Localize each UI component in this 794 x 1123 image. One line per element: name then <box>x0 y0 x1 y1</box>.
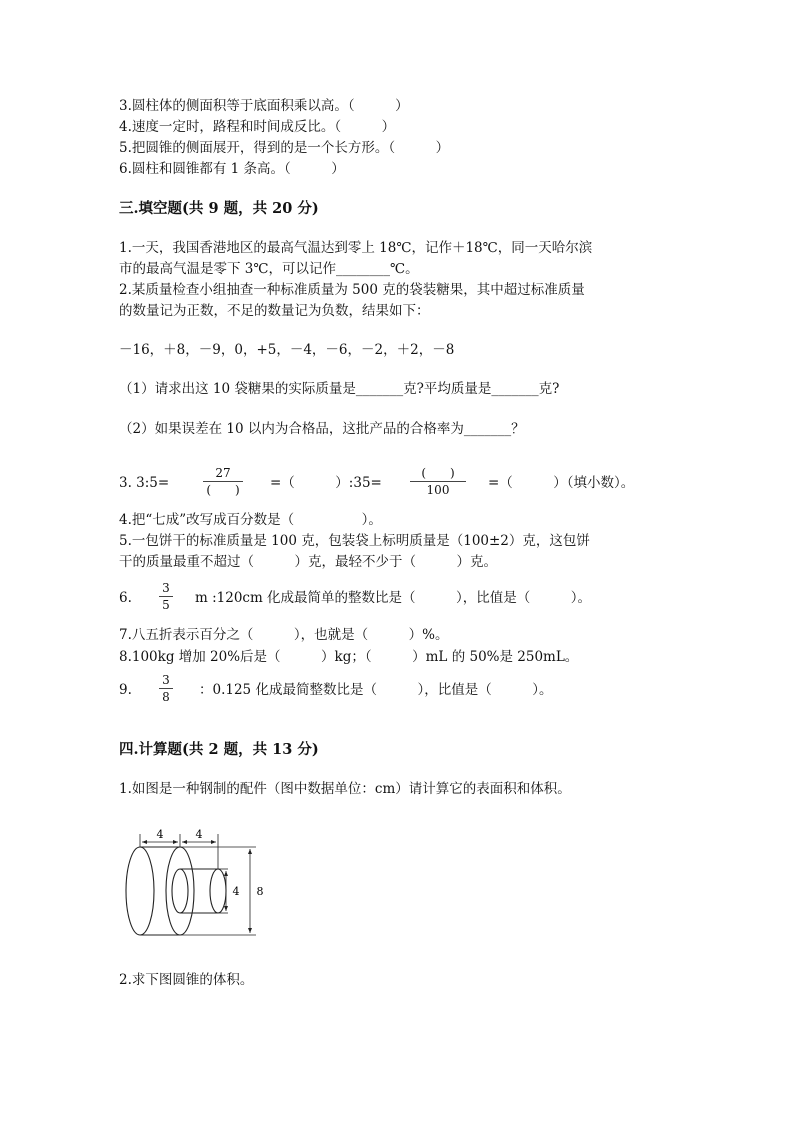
judge-q4: 4.速度一定时，路程和时间成反比。（ ） <box>119 119 396 135</box>
dimension-label-inner: 4 <box>232 885 240 898</box>
calc-q1: 1.如图是一种钢制的配件（图中数据单位：cm）请计算它的表面积和体积。 <box>119 781 571 797</box>
fraction-bar <box>159 688 173 689</box>
fill-q9-fraction <box>159 673 173 704</box>
fill-q9-lead: 9. <box>119 682 132 698</box>
fill-q7: 7.八五折表示百分之（ ），也就是（ ）%。 <box>119 627 449 643</box>
calc-q2: 2.求下图圆锥的体积。 <box>119 972 254 988</box>
fill-q9-tail: ：0.125 化成最简整数比是（ ），比值是（ ）。 <box>199 682 553 698</box>
outer-cylinder-right-face <box>166 847 194 935</box>
fill-q6-lead: 6. <box>119 590 132 606</box>
fill-q3-mid: =（ ）:35= <box>270 475 382 491</box>
section4-title: 四.计算题(共 2 题，共 13 分) <box>119 741 319 758</box>
fill-q5-line1: 5.一包饼干的标准质量是 100 克，包装袋上标明质量是（100±2）克，这包饼 <box>119 533 590 549</box>
judge-q5: 5.把圆锥的侧面展开，得到的是一个长方形。（ ） <box>119 140 450 156</box>
fill-q3-fraction-2 <box>410 466 466 497</box>
fill-q2-sub1: （1）请求出这 10 袋糖果的实际质量是_______克?平均质量是_______克? <box>119 381 560 397</box>
fill-q1-line2: 市的最高气温是零下 3℃，可以记作________℃。 <box>119 261 419 277</box>
fraction-numerator: ( ) <box>421 466 455 480</box>
dimension-label-outer: 8 <box>256 885 264 898</box>
fill-q4: 4.把“七成”改写成百分数是（ ）。 <box>119 512 382 528</box>
fraction-numerator: 3 <box>162 581 170 595</box>
fill-q5-line2: 干的质量最重不超过（ ）克，最轻不少于（ ）克。 <box>119 554 497 570</box>
steel-part-figure <box>118 828 278 938</box>
fraction-denominator: 8 <box>162 690 170 704</box>
inner-cylinder-right-end <box>210 869 226 913</box>
section3-title: 三.填空题(共 9 题，共 20 分) <box>119 200 319 217</box>
fraction-denominator: 100 <box>426 483 450 497</box>
outer-cylinder-left-end <box>126 847 154 935</box>
fraction-bar <box>203 481 243 482</box>
fraction-numerator: 27 <box>215 466 231 480</box>
dimension-label-left: 4 <box>156 828 164 841</box>
fill-q3-tail: =（ ）（填小数）。 <box>488 475 635 491</box>
fill-q6-fraction <box>159 581 173 612</box>
judge-q3: 3.圆柱体的侧面积等于底面积乘以高。（ ） <box>119 98 409 114</box>
fill-q1-line1: 1.一天，我国香港地区的最高气温达到零上 18℃，记作＋18℃，同一天哈尔滨 <box>119 240 593 256</box>
inner-cylinder-left-end <box>172 869 188 913</box>
fraction-bar <box>410 481 466 482</box>
fill-q2-sub2: （2）如果误差在 10 以内为合格品，这批产品的合格率为_______？ <box>119 421 525 437</box>
fill-q2-line1: 2.某质量检查小组抽查一种标准质量为 500 克的袋装糖果，其中超过标准质量 <box>119 282 585 298</box>
fraction-denominator: 5 <box>162 598 170 612</box>
judge-q6: 6.圆柱和圆锥都有 1 条高。（ ） <box>119 161 345 177</box>
fraction-denominator: ( ) <box>206 483 240 497</box>
fill-q3-lead: 3. 3:5= <box>119 475 170 491</box>
fill-q8: 8.100kg 增加 20%后是（ ）kg；（ ）mL 的 50%是 250mL。 <box>119 649 579 665</box>
fill-q6-tail: m :120cm 化成最简单的整数比是（ ），比值是（ ）。 <box>195 590 592 606</box>
fill-q3-fraction-1 <box>203 466 243 497</box>
fraction-numerator: 3 <box>162 673 170 687</box>
dimension-label-right: 4 <box>195 828 203 841</box>
fill-q2-data: －16，＋8，－9，0，+5，－4，－6，－2，＋2，－8 <box>119 342 455 358</box>
fill-q2-line2: 的数量记为正数，不足的数量记为负数，结果如下： <box>119 303 430 319</box>
fraction-bar <box>159 596 173 597</box>
